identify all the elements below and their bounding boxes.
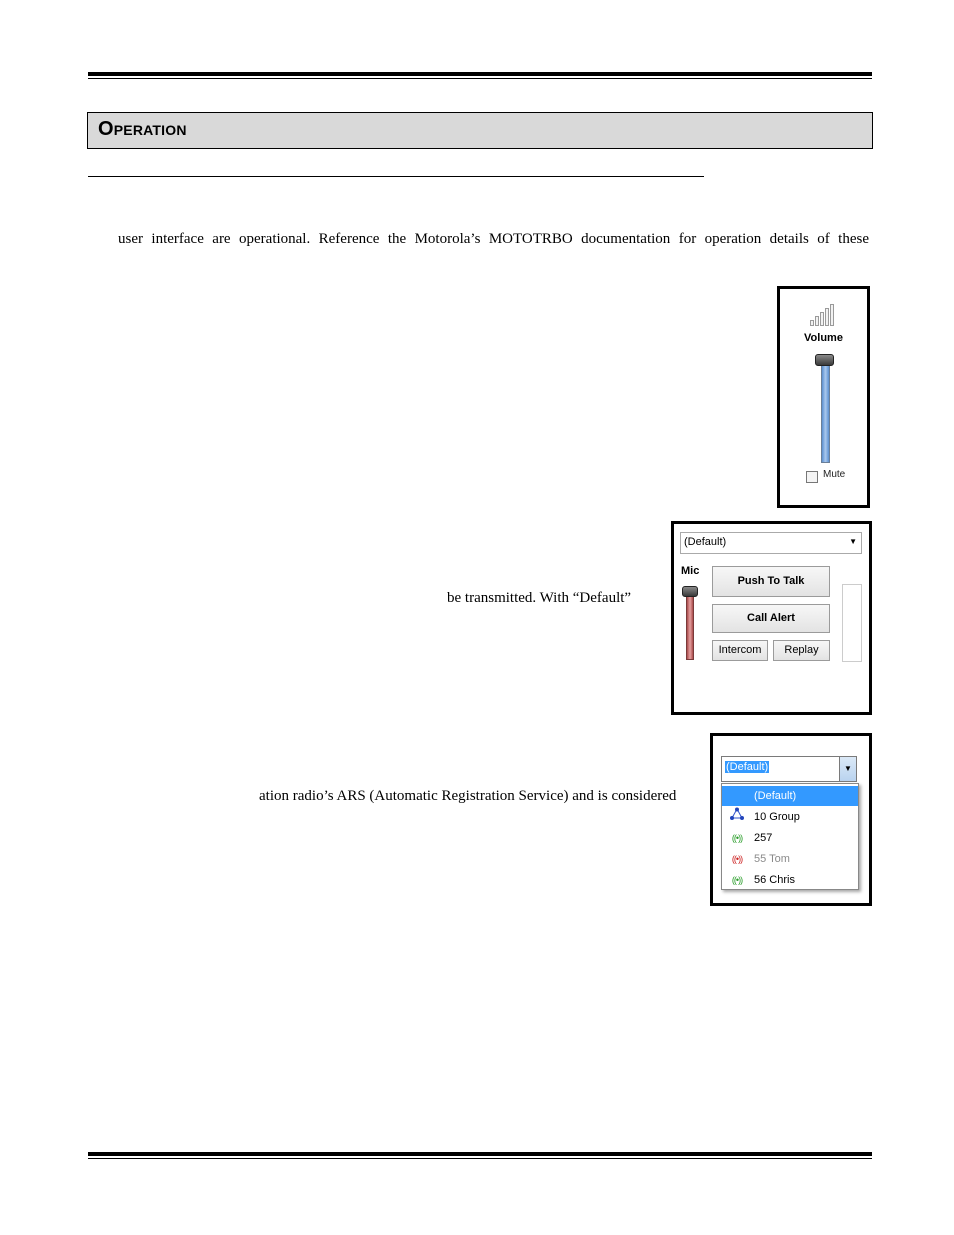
section-heading [87, 112, 873, 149]
top-rule-thin [88, 78, 872, 79]
destination-select-value: (Default) [726, 761, 769, 773]
ptt-status-area [842, 584, 862, 662]
list-item-label: (Default) [754, 790, 797, 802]
volume-slider-thumb[interactable] [815, 354, 834, 366]
chevron-down-icon[interactable]: ▼ [839, 757, 856, 781]
subsection-rule [88, 176, 704, 177]
list-item[interactable] [722, 807, 858, 827]
list-item[interactable] [722, 870, 858, 890]
radio-offline-icon: ((•)) [731, 854, 743, 864]
ptt-panel [671, 521, 872, 715]
destination-list [721, 783, 859, 890]
paragraph-ars: ation radio’s ARS (Automatic Registration Service) and is considered [259, 788, 677, 804]
bottom-rule-thin [88, 1158, 872, 1159]
paragraph-operational: user interface are operational. Reference the Motorola’s MOTOTRBO documentation for operation details of these [118, 231, 869, 247]
top-rule [88, 72, 872, 76]
talkgroup-select-value: (Default) [684, 536, 727, 548]
group-icon [725, 807, 749, 828]
list-item-label: 55 Tom [754, 853, 790, 865]
mute-label: Mute [823, 469, 846, 480]
volume-panel [777, 286, 870, 508]
paragraph-transmitted: be transmitted. With “Default” [447, 590, 632, 606]
list-item[interactable] [722, 786, 858, 806]
list-item[interactable] [722, 828, 858, 848]
intercom-button[interactable]: Intercom [712, 640, 768, 661]
volume-label: Volume [804, 332, 843, 344]
volume-slider-track[interactable] [821, 361, 830, 463]
section-title: Operation [98, 118, 187, 140]
talkgroup-select[interactable] [680, 532, 862, 554]
mic-slider-thumb[interactable] [682, 586, 698, 597]
bottom-rule [88, 1152, 872, 1156]
replay-button[interactable]: Replay [773, 640, 830, 661]
mute-checkbox[interactable] [806, 471, 818, 483]
chevron-down-icon: ▼ [849, 537, 857, 546]
mic-label: Mic [681, 565, 700, 577]
call-alert-button[interactable]: Call Alert [712, 604, 830, 633]
list-item-label: 257 [754, 832, 773, 844]
signal-bars-icon [810, 302, 840, 326]
list-item-label: 10 Group [754, 811, 800, 823]
radio-online-icon: ((•)) [731, 875, 743, 885]
list-item-label: 56 Chris [754, 874, 795, 886]
mic-slider-track[interactable] [686, 588, 694, 660]
push-to-talk-button[interactable]: Push To Talk [712, 566, 830, 597]
destination-select[interactable] [721, 756, 857, 782]
list-item[interactable] [722, 849, 858, 869]
radio-online-icon: ((•)) [731, 833, 743, 843]
destination-dropdown-panel [710, 733, 872, 906]
